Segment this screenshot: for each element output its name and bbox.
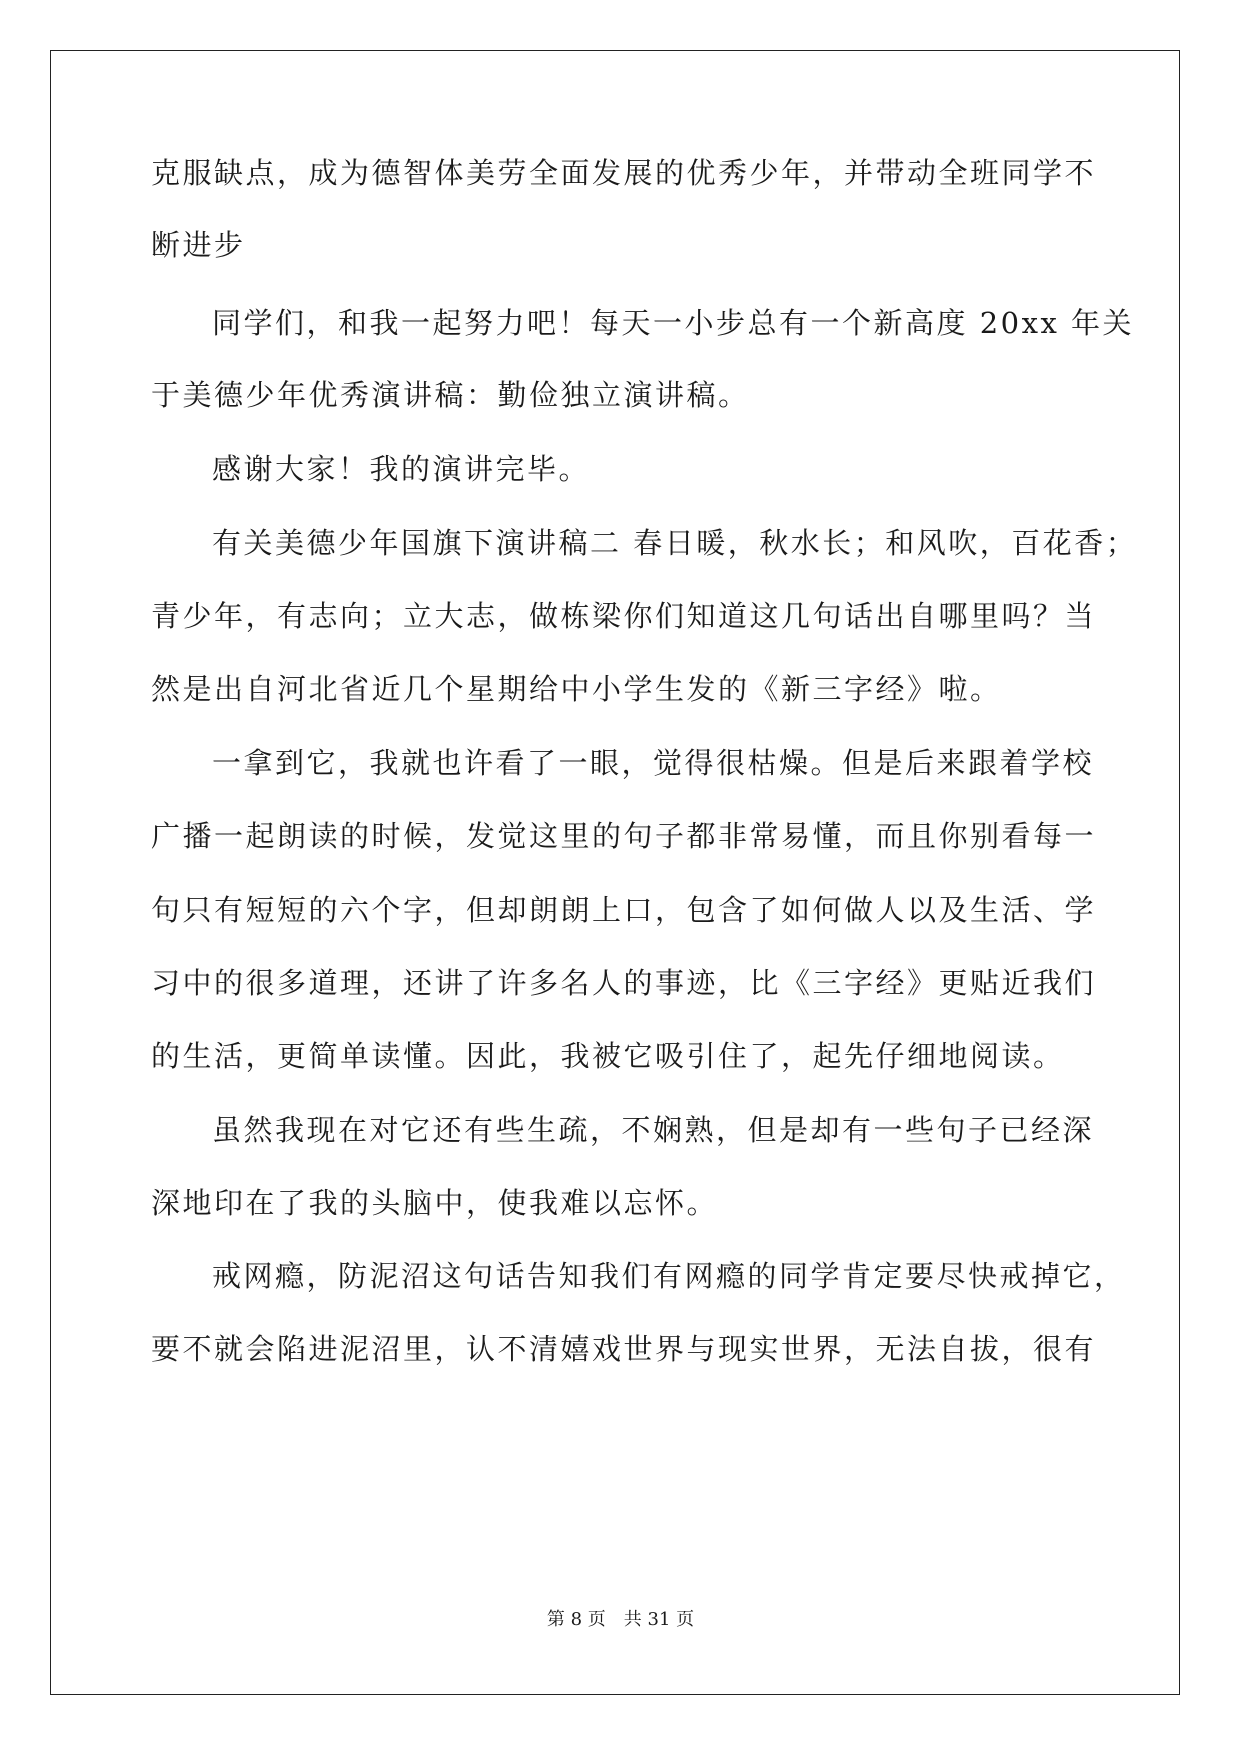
body-line-2: 断进步: [151, 228, 246, 262]
page-footer: [0, 1608, 1241, 1632]
body-line-14: 虽然我现在对它还有些生疏，不娴熟，但是却有一些句子已经深: [212, 1113, 1095, 1147]
body-line-5: 感谢大家！我的演讲完毕。: [212, 452, 591, 486]
body-line-16: 戒网瘾，防泥沼这句话告知我们有网瘾的同学肯定要尽快戒掉它，: [212, 1259, 1126, 1293]
body-line-15: 深地印在了我的头脑中，使我难以忘怀。: [151, 1186, 719, 1220]
body-line-3: 同学们，和我一起努力吧！每天一小步总有一个新高度 20xx 年关: [212, 306, 1135, 340]
total-page-count: 共 31 页: [623, 1609, 695, 1630]
body-line-9: 一拿到它，我就也许看了一眼，觉得很枯燥。但是后来跟着学校: [212, 746, 1095, 780]
current-page-number: 第 8 页: [546, 1609, 606, 1630]
body-line-17: 要不就会陷进泥沼里，认不清嬉戏世界与现实世界，无法自拔，很有: [151, 1332, 1097, 1366]
page-border: [50, 50, 1180, 1695]
body-line-11: 句只有短短的六个字，但却朗朗上口，包含了如何做人以及生活、学: [151, 893, 1097, 927]
body-line-10: 广播一起朗读的时候，发觉这里的句子都非常易懂，而且你别看每一: [151, 819, 1097, 853]
body-line-8: 然是出自河北省近几个星期给中小学生发的《新三字经》啦。: [151, 672, 1002, 706]
body-line-7: 青少年，有志向；立大志，做栋梁你们知道这几句话出自哪里吗？当: [151, 599, 1097, 633]
body-line-4: 于美德少年优秀演讲稿：勤俭独立演讲稿。: [151, 378, 750, 412]
body-line-12: 习中的很多道理，还讲了许多名人的事迹，比《三字经》更贴近我们: [151, 966, 1097, 1000]
body-line-13: 的生活，更简单读懂。因此，我被它吸引住了，起先仔细地阅读。: [151, 1039, 1065, 1073]
body-line-1: 克服缺点，成为德智体美劳全面发展的优秀少年，并带动全班同学不: [151, 156, 1097, 190]
body-line-6: 有关美德少年国旗下演讲稿二 春日暖，秋水长；和风吹，百花香；: [212, 526, 1138, 560]
